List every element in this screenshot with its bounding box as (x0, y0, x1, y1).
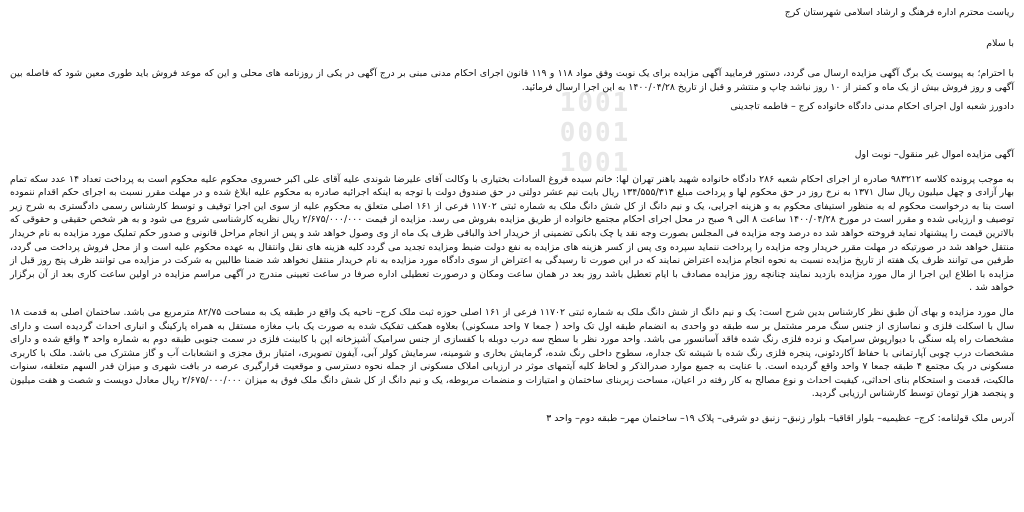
watermark-line: 1001 (559, 148, 631, 178)
letter-signature: دادورز شعبه اول اجرای احکام مدنی دادگاه خانواده کرج – فاطمه تاجدینی (730, 101, 1014, 113)
letter-body: با احترام؛ به پیوست یک برگ آگهی مزایده ارسال می گردد، دستور فرمایید آگهی مزایده برای یک نوبت وفق مواد ۱۱۸ و ۱۱۹ قانون اجرای احکام مدنی مبنی بر درج آگهی در یکی از روزنامه های محلی و این که موعد فروش باید طوری معین شود که فاصله بین آگهی و روز فروش بیش از یک ماه و کمتر از ۱۰ روز نباشد چاپ و منتشر و قبل از تاریخ ۱۴۰۰/۰۴/۲۸ به این اجرا ارسال فرمائید. (10, 68, 1014, 93)
notice-paragraph-1: به موجب پرونده کلاسه ۹۸۳۲۱۲ صادره از اجرای احکام شعبه ۲۸۶ دادگاه خانواده شهید باهنر تهران لها: خانم سیده فروغ السادات بختیاری با وکالت آقای علیرضا شوندی علیه آقای علی اکبر خسروی محکوم علیه محکوم است به پرداخت تعداد ۱۴ عدد سکه تمام بهار آزادی و چهل میلیون ریال سال ۱۳۷۱ به نرخ روز در حق محکوم لها و پرداخت مبلغ ۱۳۴/۵۵۵/۳۱۴ ریال بابت نیم عشر دولتی در حق صندوق دولت با توجه به اینکه اجرائیه صادره به محکوم علیه ابلاغ شده و در مهلت مقرر نسبت به اجرای حکم اقدام ننموده است بنا به درخواست محکوم له به منظور استیفای محکوم به و هزینه اجرایی، یک و نیم دانگ از کل شش دانگ ملک به شماره ثبتی ۱۱۷۰۲ فرعی از ۱۶۱ اصلی متعلق به محکوم علیه از سوی این اجرا توقیف و توسط کارشناس رسمی دادگستری به شرح زیر توصیف و ارزیابی شده و مقرر است در مورخ ۱۴۰۰/۰۴/۲۸ ساعت ۸ الی ۹ صبح در محل اجرای احکام مجتمع خانواده از طریق مزایده بفروش می رسد. مزایده از قیمت ۲/۶۷۵/۰۰۰/۰۰۰ ریال نظریه کارشناسی شروع می شود و به هر شخص حقیقی و حقوقی که بالاترین قیمت را پیشنهاد نماید فروخته خواهد شد ده درصد وجه مزایده فی المجلس بصورت وجه نقد یا چک بانکی تضمینی از خریدار اخذ والباقی ظرف یک ماه از وی وصول خواهد شد و پس از انجام مراحل قانونی و صدور حکم تملیک مورد مزایده به نام خریدار منتقل خواهد شد در صورتیکه در مهلت مقرر خریدار وجه مزایده را پرداخت ننماید سپرده وی پس از کسر هزینه های مزایده به نفع دولت ضبط ومزایده تجدید می گردد کلیه هزینه های نقل وانتقال به عهده محکوم علیه است و از محل فروش پرداخت می گردد، طرفین می توانند ظرف یک هفته از تاریخ مزایده نسبت به نحوه انجام مزایده اعتراض نمایند که در این صورت تا رسیدگی به اعتراض از سوی دادگاه مورد مزایده به نام خریدار منتقل نخواهد شد ضمنا طالبین به شرکت در مزایده می توانند ظرف پنج روز قبل از مزایده با اطلاع این اجرا از مال مورد مزایده بازدید نمایند چنانچه روز مزایده مصادف با ایام تعطیل باشد روز بعد در همان ساعت ومکان و درصورت تعطیلی اداره صرفا در ساعت تعیینی مندرج در آگهی مراسم مزایده در اولین ساعت کاری بعد از آن برگزار خواهد شد . (10, 173, 1015, 294)
greeting-line: با سلام (986, 37, 1014, 49)
notice-paragraph-2: مال مورد مزایده و بهای آن طبق نظر کارشناس بدین شرح است: یک و نیم دانگ از شش دانگ ملک به شماره ثبتی ۱۱۷۰۲ فرعی از ۱۶۱ اصلی حوزه ثبت ملک کرج– ناحیه یک واقع در طبقه یک به مساحت ۸۲/۷۵ مترمربع می باشد. ساختمان اصلی به قدمت ۱۸ سال با اسکلت فلزی و نماسازی از جنس سنگ مرمر مشتمل بر سه طبقه دو واحدی به انضمام طبقه اول تک واحد ( جمعا ۷ واحد مسکونی) بعلاوه همکف تفکیک شده به صورت یک باب مغازه مستقل به همراه پارکینگ و انباری احداث گردیده است و دارای مشخصات راه پله سنگی با دیوارپوش سرامیک و نرده فلزی رنگ شده فاقد آسانسور می باشد. واحد مورد نظر با سطح سه درب دوبله با کفسازی از جنس سرامیک آشپزخانه اپن با کابینت فلزی در سمت جنوبی طبقه دوم به شماره واحد ۳ واقع شده و دارای مشخصات درب چوبی آپارتمانی با حفاظ آکاردئونی، پنجره فلزی رنگ شده با شیشه تک جداره، سطوح داخلی رنگ شده، گرمایش بخاری و شومینه، سرمایش کولر آبی، آیفون تصویری، امتیاز برق مجزی و انشعابات آب و گاز مشترک می باشد. ملک با کاربری مسکونی در یک مجتمع ۴ طبقه جمعا ۷ واحد واقع گردیده است. با عنایت به جمیع موارد صدرالذکر و لحاظ کلیه آیتمهای موثر در ارزیابی املاک مسکونی از جمله نحوه دسترسی و موقعیت قرارگیری عرصه در بافت شهری و میزان قدر السهم متعلقه، سنوات مالکیت، قدمت و استحکام بنای احداثی، کیفیت احداث و نوع مصالح به کار رفته در اعیان، مساحت زیربنای ساختمان و امتیازات و منضمات مربوطه، یک و نیم دانگ از کل شش دانگ ملک فوق به میزان ۲/۶۷۵/۰۰۰/۰۰۰ ریال معادل دویست و شصت و هفت میلیون و پنجصد هزار تومان توسط کارشناس ارزیابی گردید. (10, 306, 1015, 400)
property-address: آدرس ملک قولنامه: کرج– عظیمیه– بلوار اقاقیا– بلوار زنبق– زنبق دو شرقی– پلاک ۱۹– ساختمان مهر– طبقه دوم– واحد ۳ (546, 413, 1014, 425)
watermark-line: 1001 (559, 88, 631, 118)
notice-title: آگهی مزایده اموال غیر منقول– نوبت اول (854, 148, 1014, 160)
watermark-line: 0001 (559, 118, 631, 148)
recipient-line: ریاست محترم اداره فرهنگ و ارشاد اسلامی شهرستان کرج (784, 7, 1014, 18)
document-content (10, 6, 1014, 426)
